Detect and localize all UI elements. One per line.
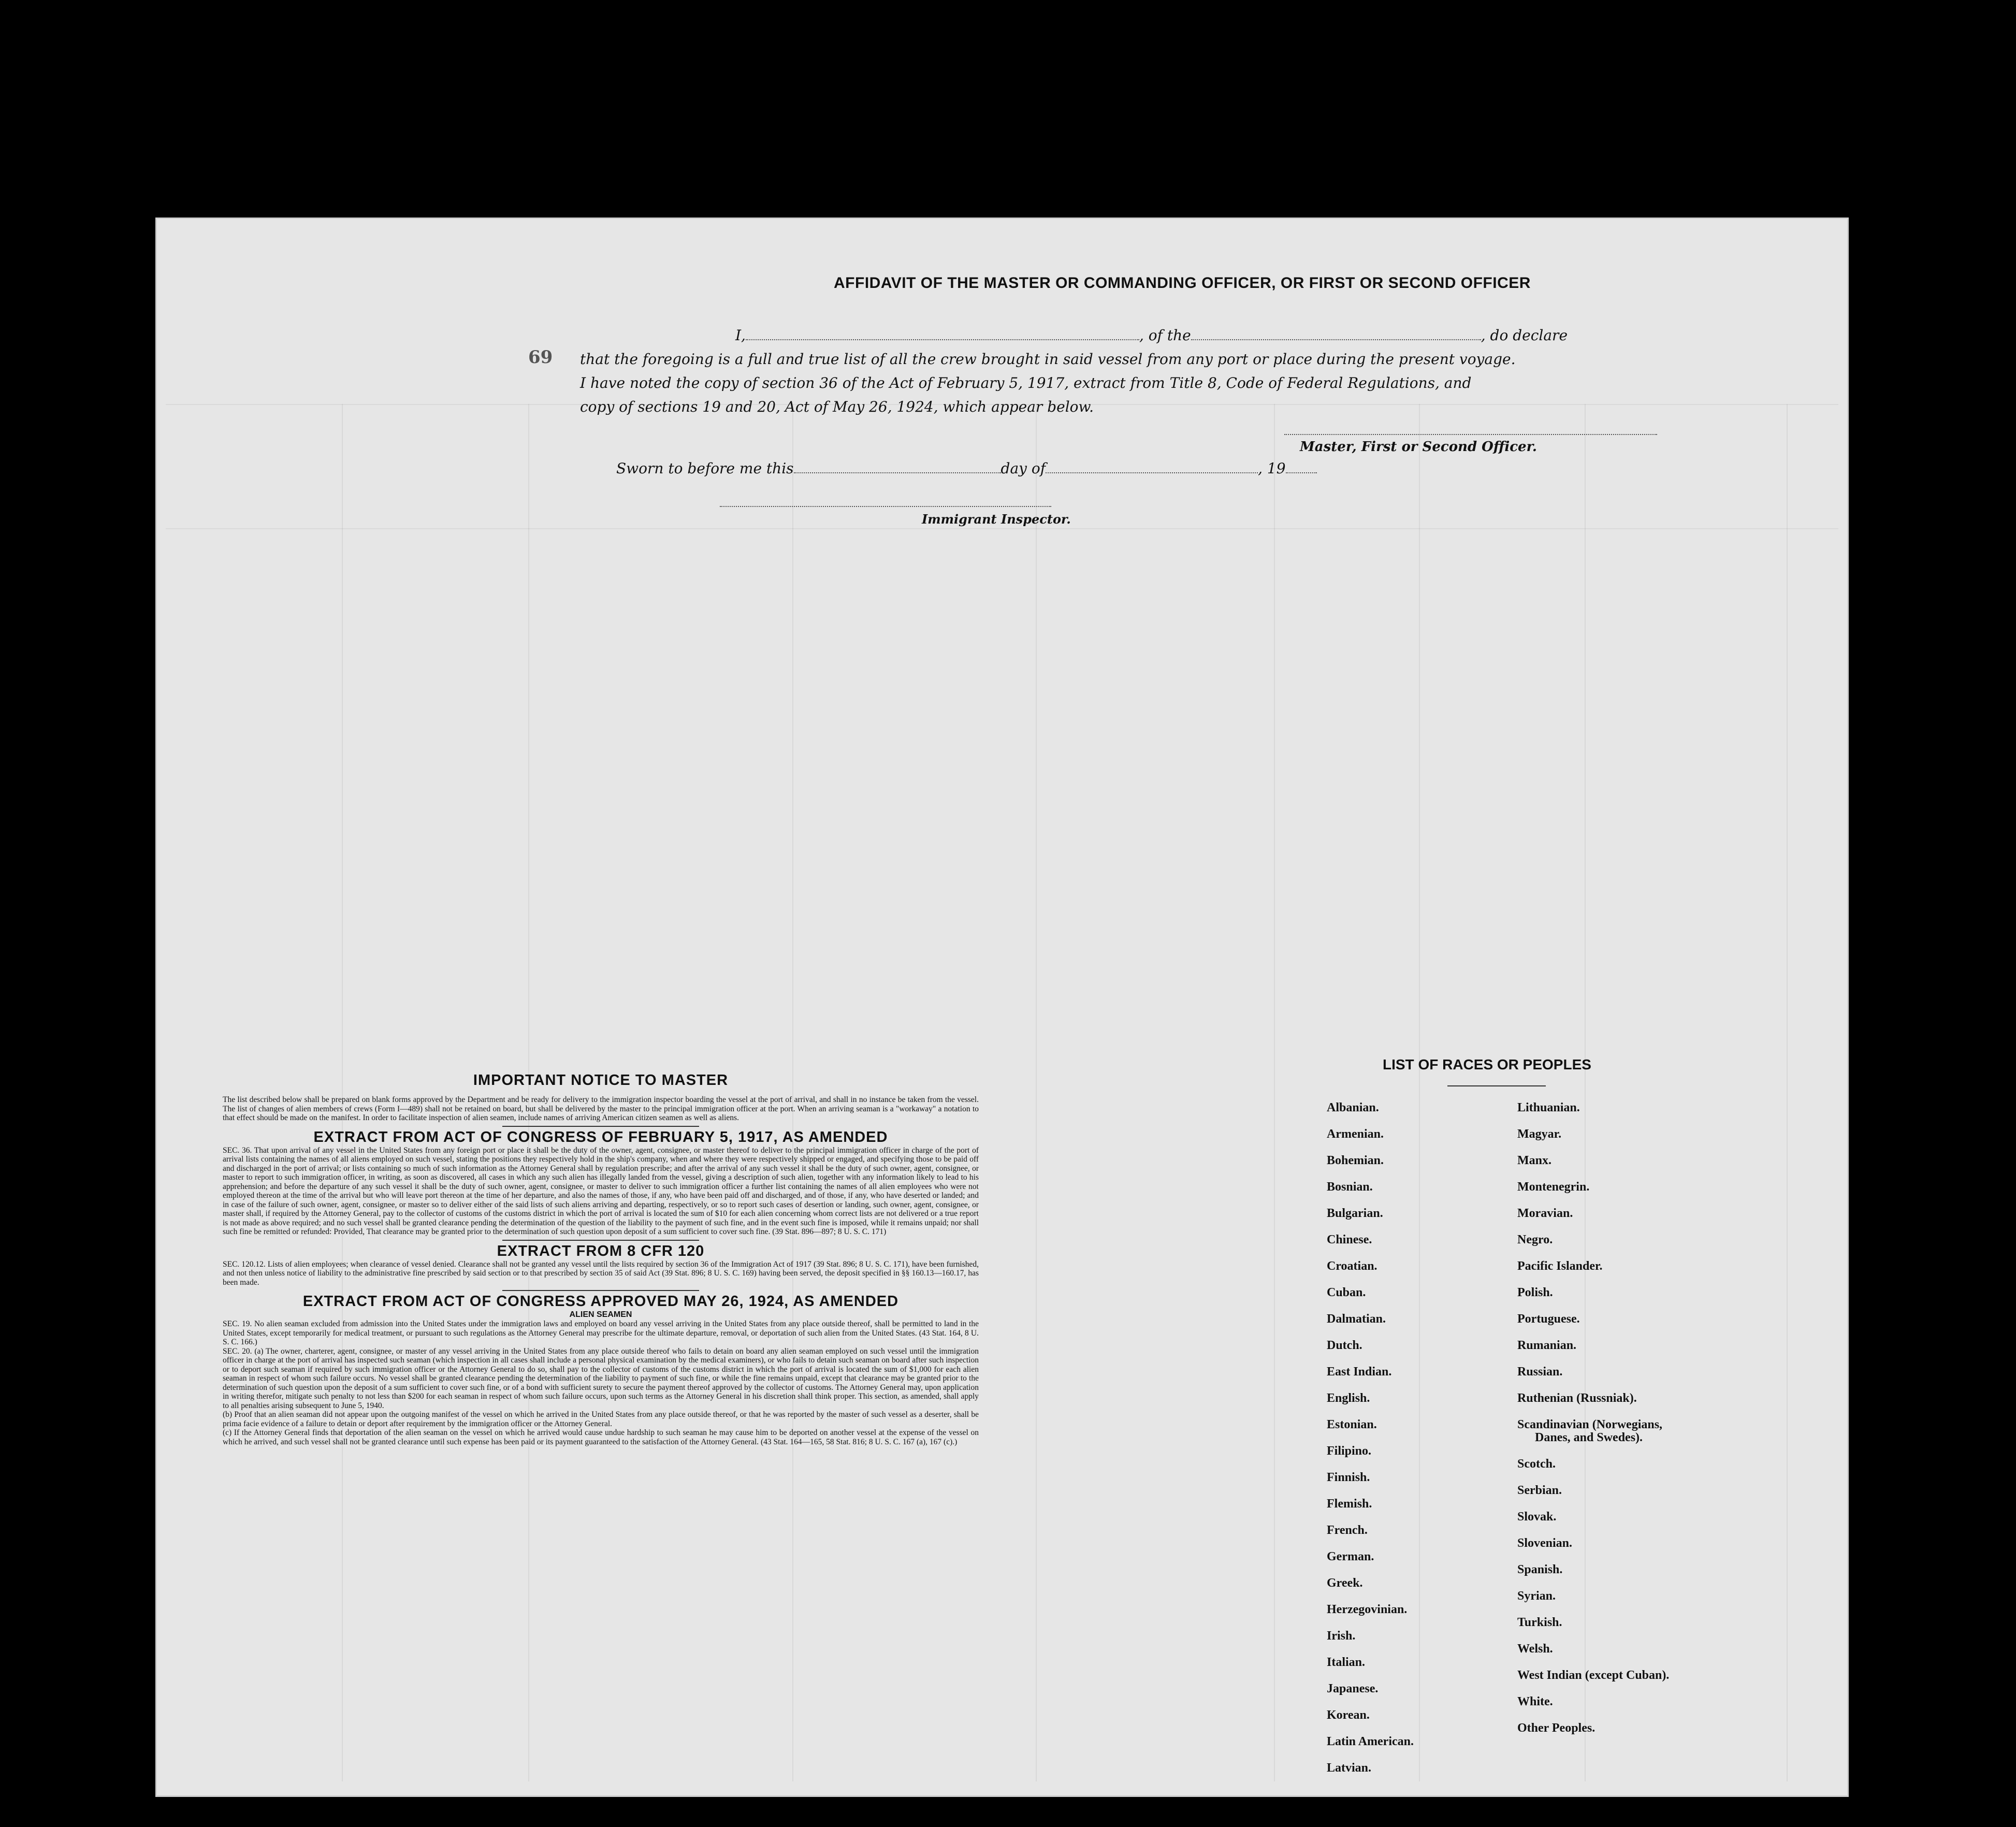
- race-item: Italian.: [1327, 1656, 1366, 1669]
- race-item: Lithuanian.: [1517, 1101, 1580, 1114]
- affidavit-declare: , do declare: [1481, 327, 1568, 344]
- race-item: Ruthenian (Russniak).: [1517, 1391, 1637, 1405]
- binding-hole: [1859, 249, 1878, 267]
- binding-hole: [1859, 667, 1886, 694]
- race-item: Magyar.: [1517, 1127, 1562, 1141]
- race-item: Scandinavian (Norwegians,: [1517, 1418, 1663, 1431]
- race-item: Bulgarian.: [1327, 1207, 1383, 1220]
- year-text: , 19: [1258, 460, 1286, 477]
- sworn-text: Sworn to before me this: [616, 460, 794, 477]
- race-item: White.: [1517, 1695, 1553, 1708]
- race-item: French.: [1327, 1524, 1368, 1537]
- race-item: Portuguese.: [1517, 1312, 1580, 1326]
- race-item: Croatian.: [1327, 1259, 1377, 1273]
- race-item: Latvian.: [1327, 1761, 1372, 1775]
- inspector-label: Immigrant Inspector.: [922, 512, 1071, 527]
- race-item: German.: [1327, 1550, 1374, 1563]
- race-item: Flemish.: [1327, 1497, 1372, 1511]
- race-item: Armenian.: [1327, 1127, 1384, 1141]
- race-item: Welsh.: [1517, 1642, 1553, 1656]
- race-item: Korean.: [1327, 1708, 1370, 1722]
- race-item: Filipino.: [1327, 1444, 1372, 1458]
- day-of-text: day of: [1000, 460, 1046, 477]
- extract-1917-body: SEC. 36. That upon arrival of any vessel in the United States from any foreign port or place it shall be the duty of the owner, agent, consignee, or master thereof to deliver to the principal immigration officer in charge of the port of arrival lists containing the names of all aliens employed on such vessel, stating the positions they respectively hold in the ship's company, when and where they were respectively shipped or engaged, and specifying those to be paid off and discharged in the port of arrival; or lists containing so much of such information as the Attorney General shall by regulation prescribe; and after the arrival of any such vessel it shall be the duty of such owner, agent, consignee, or master to report to such immigration officer, in writing, as soon as discovered, all cases in which any such alien has illegally landed from the vessel, giving a description of such alien, together with any information likely to lead to his apprehension; and before the departure of any such vessel it shall be the duty of such owner, agent, consignee, or master to deliver to such immigration officer a further list containing the names of all alien employees who were not employed thereon at the time of the arrival but who will leave port thereon at the time of her departure, and also the names of those, if any, who have been paid off and discharged, and of those, if any, who have deserted or landed; and in case of the failure of such owner, agent, consignee, or master so to deliver either of the said lists of such aliens arriving and departing, respectively, or so to report such cases of desertion or landing, such owner, agent, consignee, or master shall, if required by the Attorney General, pay to the collector of customs of the customs district in which the port of arrival is located the sum of $10 for each alien concerning whom correct lists are not delivered or a true report is not made as above required; and no such vessel shall be granted clearance pending the determination of the question of the liability to the payment of such fine, and in the event such fine is imposed, while it remains unpaid; nor shall such fine be remitted or refunded: Provided, That clearance may be granted prior to the determination of such question upon deposit of a sum sufficient to cover such fine. (39 Stat. 896—897; 8 U. S. C. 171): [223, 1146, 979, 1236]
- extract-cfr-body: SEC. 120.12. Lists of alien employees; when clearance of vessel denied. Clearance shall not be granted any vessel until the lists required by section 36 of the Immigration Act of 1917 (39 Stat. 896; 8 U. S. C. 171), have been furnished, and not then unless notice of liability to the administrative fine prescribed by said section or to that prescribed by section 35 of said Act (39 Stat. 896; 8 U. S. C. 169) having been served, the deposit specified in §§ 160.13—160.17, has been made.: [223, 1259, 979, 1287]
- race-item: Serbian.: [1517, 1484, 1562, 1497]
- affidavit-of-the: , of the: [1139, 327, 1191, 344]
- affidavit-line-2: that the foregoing is a full and true list of all the crew brought in said vessel from any port or place during the present voyage.: [580, 351, 1516, 368]
- affidavit-i: I,: [735, 327, 746, 344]
- extract-1924-sec20c: (c) If the Attorney General finds that deportation of the alien seaman on the vessel on which he arrived would cause undue hardship to such seaman he may cause him to be deported on another vessel at the expense of the vessel on which he arrived, and such vessel shall not be granted clearance until such expense has been paid or its payment guaranteed to the satisfaction of the Attorney General. (43 Stat. 164—165, 58 Stat. 816; 8 U. S. C. 167 (a), 167 (c).): [223, 1428, 979, 1446]
- race-item: Turkish.: [1517, 1616, 1562, 1629]
- race-item: Russian.: [1517, 1365, 1563, 1379]
- binding-hole: [1859, 287, 1878, 306]
- extract-1924-sec19: SEC. 19. No alien seaman excluded from admission into the United States under the immigration laws and employed on board any vessel arriving in the United States from any place outside thereof, shall be permitted to land in the United States, except temporarily for medical treatment, or pursuant to such regulations as the Attorney General may prescribe for the ultimate departure, removal, or deportation of such alien from the United States. (43 Stat. 164, 8 U. S. C. 166.): [223, 1320, 979, 1346]
- race-item: Danes, and Swedes).: [1535, 1431, 1643, 1444]
- race-item: Estonian.: [1327, 1418, 1377, 1431]
- affidavit-line-3: I have noted the copy of section 36 of the Act of February 5, 1917, extract from Title 8, Code of Federal Regulations, and: [580, 374, 1472, 392]
- race-item: Montenegrin.: [1517, 1180, 1590, 1194]
- race-item: Finnish.: [1327, 1471, 1370, 1484]
- binding-hole: [1859, 1272, 1886, 1299]
- inspector-line: [720, 506, 1051, 507]
- name-blank: [746, 332, 1139, 340]
- extract-1924-subtitle: ALIEN SEAMEN: [569, 1310, 632, 1319]
- race-item: Latin American.: [1327, 1735, 1414, 1748]
- race-item: East Indian.: [1327, 1365, 1392, 1379]
- binding-hole: [1859, 1188, 1886, 1215]
- race-item: Polish.: [1517, 1286, 1553, 1299]
- binding-hole: [1859, 345, 1886, 372]
- year-blank: [1286, 465, 1317, 473]
- extract-1924-sec20b: (b) Proof that an alien seaman did not appear upon the outgoing manifest of the vessel on which he arrived in the United States from any place outside thereof, or that he was reported by the master of such vessel as a deserter, shall be prima facie evidence of a failure to detain or deport after requirement by the immigration officer or the Attorney General.: [223, 1410, 979, 1428]
- affidavit-declaration-line: [580, 324, 1688, 347]
- race-item: Slovenian.: [1517, 1536, 1573, 1550]
- notice-body: The list described below shall be prepared on blank forms approved by the Department and be ready for delivery to the immigration inspector boarding the vessel at the port of arrival, and shall in no instance be taken from the vessel. The list of changes of alien members of crews (Form I—489) shall not be retained on board, but shall be delivered by the master to the principal immigration officer at the port. When an arriving seaman is a "workaway" a notation to that effect should be made on the manifest. In order to facilitate inspection of alien seamen, include names of arriving American citizen seamen as well as aliens.: [223, 1095, 979, 1122]
- bleed-line: [166, 528, 1838, 529]
- race-item: Dalmatian.: [1327, 1312, 1386, 1326]
- race-item: Irish.: [1327, 1629, 1356, 1643]
- bleed-line: [1787, 404, 1788, 1781]
- legal-notice: [223, 1072, 979, 1446]
- sworn-blank: [794, 465, 1001, 473]
- race-item: Herzegovinian.: [1327, 1603, 1408, 1616]
- month-blank: [1046, 465, 1258, 473]
- extract-1917-title: EXTRACT FROM ACT OF CONGRESS OF FEBRUARY 5, 1917, AS AMENDED: [313, 1128, 888, 1146]
- manifest-sheet: [155, 218, 1849, 1797]
- race-item: Manx.: [1517, 1154, 1551, 1167]
- race-item: Slovak.: [1517, 1510, 1557, 1524]
- race-item: Scotch.: [1517, 1457, 1556, 1471]
- race-item: Cuban.: [1327, 1286, 1366, 1299]
- race-item: Other Peoples.: [1517, 1721, 1596, 1735]
- bleed-line: [1036, 404, 1037, 1781]
- races-title: LIST OF RACES OR PEOPLES: [1383, 1056, 1591, 1072]
- race-item: West Indian (except Cuban).: [1517, 1669, 1670, 1682]
- race-item: Rumanian.: [1517, 1339, 1577, 1352]
- races-left-column: [1327, 1101, 1414, 1788]
- race-item: Greek.: [1327, 1576, 1363, 1590]
- race-item: Albanian.: [1327, 1101, 1379, 1114]
- affidavit-line-4: copy of sections 19 and 20, Act of May 26, 1924, which appear below.: [580, 398, 1094, 415]
- race-item: Moravian.: [1517, 1207, 1573, 1220]
- sworn-line: [616, 460, 1317, 477]
- divider: [502, 1240, 699, 1241]
- divider: [502, 1290, 699, 1291]
- affidavit-title: AFFIDAVIT OF THE MASTER OR COMMANDING OFFICER, OR FIRST OR SECOND OFFICER: [834, 274, 1531, 292]
- race-item: Japanese.: [1327, 1682, 1379, 1695]
- divider: [502, 1126, 699, 1127]
- vessel-blank: [1191, 332, 1481, 340]
- extract-1924-title: EXTRACT FROM ACT OF CONGRESS APPROVED MAY 26, 1924, AS AMENDED: [302, 1293, 899, 1310]
- race-item: Syrian.: [1517, 1589, 1556, 1603]
- binding-hole: [1859, 743, 1886, 770]
- extract-cfr-title: EXTRACT FROM 8 CFR 120: [497, 1242, 705, 1259]
- bleed-line: [1274, 404, 1275, 1781]
- signature-line: [1284, 434, 1657, 435]
- signature-label: Master, First or Second Officer.: [1300, 439, 1537, 455]
- race-item: Pacific Islander.: [1517, 1259, 1603, 1273]
- races-right-column: [1517, 1101, 1669, 1748]
- extract-1924-sec20a: SEC. 20. (a) The owner, charterer, agent, consignee, or master of any vessel arriving in the United States from any place outside thereof who fails to detain on board any alien seaman employed on such vessel until the immigration officer in charge at the port of arrival has inspected such seaman (which inspection in all cases shall include a personal physical examination by the medical examiners), or who fails to detain such seaman on board after such inspection or to deport such seaman if required by such immigration officer or the Attorney General to do so, shall pay to the collector of customs of the customs district in which the port of arrival is located the sum of $1,000 for each alien seaman in respect of whom such failure occurs. No vessel shall be granted clearance pending the determination of the liability to payment of such fine, or while the fine remains unpaid, except that clearance may be granted prior to the determination of such question upon the deposit of a sum sufficient to cover such fine, or of a bond with sufficient surety to secure the payment thereof approved by the collector of customs. The Attorney General may, upon application in writing therefor, mitigate such penalty to not less than $200 for each seaman in respect of whom such failure occurs, upon such terms as the Attorney General in his discretion shall think proper. This section, as amended, shall apply to all penalties arising subsequent to June 5, 1940.: [223, 1346, 979, 1410]
- races-divider: [1447, 1085, 1546, 1086]
- race-item: Negro.: [1517, 1233, 1553, 1246]
- affidavit-body: [580, 324, 1688, 419]
- race-item: Chinese.: [1327, 1233, 1372, 1246]
- race-item: Dutch.: [1327, 1339, 1362, 1352]
- margin-number: 69: [528, 347, 553, 368]
- binding-hole: [1859, 1514, 1886, 1541]
- race-item: English.: [1327, 1391, 1370, 1405]
- binding-hole: [1859, 421, 1886, 447]
- race-item: Bosnian.: [1327, 1180, 1373, 1194]
- notice-title: IMPORTANT NOTICE TO MASTER: [473, 1072, 729, 1089]
- race-item: Spanish.: [1517, 1563, 1563, 1576]
- race-item: Bohemian.: [1327, 1154, 1384, 1167]
- bleed-line: [1419, 404, 1420, 1781]
- binding-hole: [1859, 1594, 1886, 1621]
